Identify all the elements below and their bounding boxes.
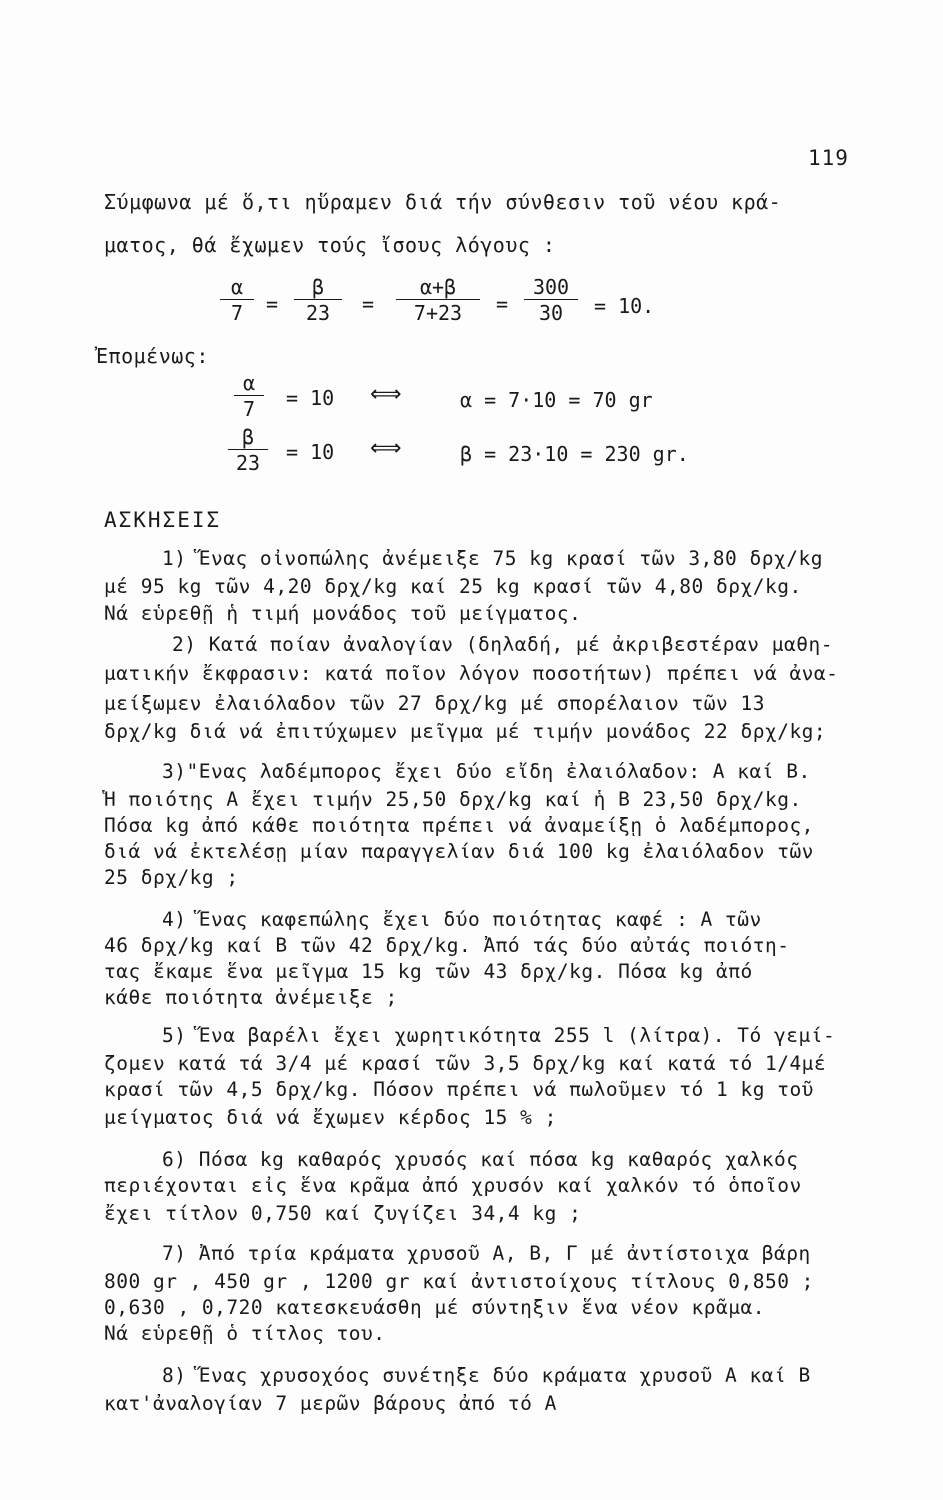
exercise-7-line-1: 7) Ἀπό τρία κράματα χρυσοῦ Α, Β, Γ μέ ἀντίστοιχα βάρη bbox=[162, 1242, 811, 1265]
exercises-heading: ΑΣΚΗΣΕΙΣ bbox=[104, 508, 222, 532]
exercise-8-line-2: κατ'ἀναλογίαν 7 μερῶν βάρους ἀπό τό Α bbox=[104, 1392, 557, 1415]
fraction-b-over-23 bbox=[294, 276, 342, 325]
fraction-denominator: 7 bbox=[230, 301, 244, 325]
intro-line-1: Σύμφωνα μέ ὅ,τι ηὕραμεν διά τήν σύνθεσιν τοῦ νέου κρά- bbox=[104, 190, 782, 214]
solution1-result: α = 7·10 = 70 gr bbox=[460, 388, 653, 412]
exercise-3-line-5: 25 δρχ/kg ; bbox=[104, 866, 239, 889]
exercise-4-line-3: τας ἔκαμε ἕνα μεῖγμα 15 kg τῶν 43 δρχ/kg. Πόσα kg ἀπό bbox=[104, 960, 753, 983]
fraction-b-over-23 bbox=[228, 426, 268, 475]
exercise-6-line-2: περιέχονται εἰς ἕνα κρᾶμα ἀπό χρυσόν καί χαλκόν τό ὁποῖον bbox=[104, 1174, 802, 1197]
fraction-denominator: 30 bbox=[538, 301, 564, 325]
exercise-2-line-4: δρχ/kg διά νά ἐπιτύχωμεν μεῖγμα μέ τιμήν μονάδος 22 δρχ/kg; bbox=[104, 720, 827, 743]
equals-sign: = bbox=[496, 292, 509, 316]
solution2-equals: = 10 bbox=[286, 440, 335, 464]
exercise-2-line-1: 2) Κατά ποίαν ἀναλογίαν (δηλαδή, μέ ἀκριβεστέραν μαθη- bbox=[172, 633, 833, 656]
exercise-1-line-1: 1) Ἕνας οἰνοπώλης ἀνέμειξε 75 kg κρασί τῶν 3,80 δρχ/kg bbox=[162, 547, 823, 570]
exercise-3-line-1: 3)"Ενας λαδέμπορος ἔχει δύο εἴδη ἐλαιόλαδον: Α καί Β. bbox=[162, 760, 811, 783]
equivalence-arrow-icon: ⟺ bbox=[370, 436, 402, 461]
exercise-6-line-3: ἔχει τίτλον 0,750 καί ζυγίζει 34,4 kg ; bbox=[104, 1202, 582, 1225]
fraction-300-over-30 bbox=[524, 276, 578, 325]
solution1-equals: = 10 bbox=[286, 386, 335, 410]
exercise-3-line-3: Πόσα kg ἀπό κάθε ποιότητα πρέπει νά ἀναμείξῃ ὁ λαδέμπορος, bbox=[104, 814, 814, 837]
exercise-4-line-2: 46 δρχ/kg καί Β τῶν 42 δρχ/kg. Ἀπό τάς δύο αὐτάς ποιότη- bbox=[104, 934, 790, 957]
exercise-6-line-1: 6) Πόσα kg καθαρός χρυσός καί πόσα kg καθαρός χαλκός bbox=[162, 1148, 799, 1171]
exercise-2-line-2: ματικήν ἔκφρασιν: κατά ποῖον λόγον ποσοτήτων) πρέπει νά ἀνα- bbox=[104, 662, 839, 685]
fraction-denominator: 7+23 bbox=[413, 301, 463, 325]
exercise-1-line-3: Νά εὑρεθῇ ἡ τιμή μονάδος τοῦ μείγματος. bbox=[104, 602, 582, 625]
exercise-1-line-2: μέ 95 kg τῶν 4,20 δρχ/kg καί 25 kg κρασί τῶν 4,80 δρχ/kg. bbox=[104, 575, 802, 598]
fraction-denominator: 23 bbox=[305, 301, 331, 325]
fraction-numerator: β bbox=[294, 276, 342, 300]
exercise-5-line-1: 5) Ἕνα βαρέλι ἔχει χωρητικότητα 255 l (λίτρα). Τό γεμί- bbox=[162, 1024, 836, 1047]
fraction-a-over-7 bbox=[234, 372, 264, 421]
exercise-4-line-1: 4) Ἕνας καφεπώλης ἔχει δύο ποιότητας καφέ : Α τῶν bbox=[162, 908, 762, 931]
fraction-denominator: 23 bbox=[235, 451, 261, 475]
solution2-result: β = 23·10 = 230 gr. bbox=[460, 442, 689, 466]
exercise-2-line-3: μείξωμεν ἐλαιόλαδον τῶν 27 δρχ/kg μέ σπορέλαιον τῶν 13 bbox=[104, 692, 765, 715]
exercise-7-line-2: 800 gr , 450 gr , 1200 gr καί ἀντιστοίχους τίτλους 0,850 ; bbox=[104, 1270, 814, 1293]
proportion-result: = 10. bbox=[594, 294, 655, 318]
fraction-denominator: 7 bbox=[242, 397, 256, 421]
exercise-7-line-3: 0,630 , 0,720 κατεσκευάσθη μέ σύντηξιν ἕνα νέον κρᾶμα. bbox=[104, 1296, 765, 1319]
exercise-5-line-4: μείγματος διά νά ἔχωμεν κέρδος 15 % ; bbox=[104, 1106, 557, 1129]
fraction-numerator: α+β bbox=[396, 276, 480, 300]
fraction-numerator: α bbox=[234, 372, 264, 396]
equivalence-arrow-icon: ⟺ bbox=[370, 382, 402, 407]
fraction-a-over-7 bbox=[220, 276, 254, 325]
therefore-label: Ἐπομένως: bbox=[96, 344, 209, 368]
exercise-3-line-2: Ἡ ποιότης Α ἔχει τιμήν 25,50 δρχ/kg καί ἡ Β 23,50 δρχ/kg. bbox=[104, 788, 802, 811]
exercise-7-line-4: Νά εὑρεθῇ ὁ τίτλος του. bbox=[104, 1322, 386, 1345]
exercise-5-line-3: κρασί τῶν 4,5 δρχ/kg. Πόσον πρέπει νά πωλοῦμεν τό 1 kg τοῦ bbox=[104, 1078, 814, 1101]
exercise-3-line-4: διά νά ἐκτελέσῃ μίαν παραγγελίαν διά 100 kg ἐλαιόλαδον τῶν bbox=[104, 840, 814, 863]
equals-sign: = bbox=[362, 292, 375, 316]
fraction-sum bbox=[396, 276, 480, 325]
fraction-numerator: α bbox=[220, 276, 254, 300]
intro-line-2: ματος, θά ἔχωμεν τούς ἴσους λόγους : bbox=[104, 233, 556, 257]
equals-sign: = bbox=[266, 292, 279, 316]
page-number: 119 bbox=[808, 146, 849, 170]
fraction-numerator: β bbox=[228, 426, 268, 450]
exercise-4-line-4: κάθε ποιότητα ἀνέμειξε ; bbox=[104, 986, 398, 1009]
exercise-8-line-1: 8) Ἕνας χρυσοχόος συνέτηξε δύο κράματα χρυσοῦ Α καί Β bbox=[162, 1364, 811, 1387]
exercise-5-line-2: ζομεν κατά τά 3/4 μέ κρασί τῶν 3,5 δρχ/kg καί κατά τό 1/4μέ bbox=[104, 1052, 827, 1075]
fraction-numerator: 300 bbox=[524, 276, 578, 300]
